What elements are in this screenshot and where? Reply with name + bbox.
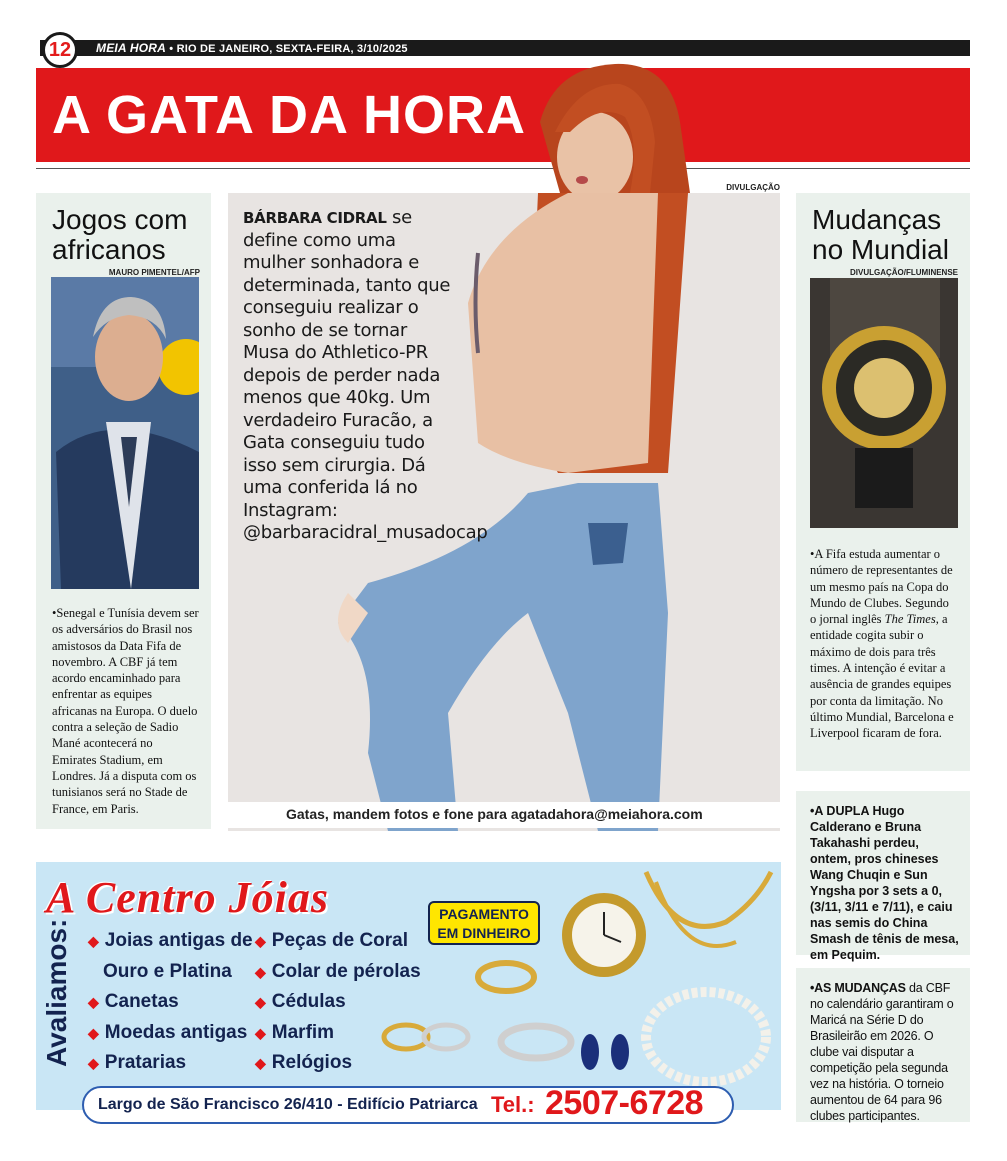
- trophy-photo: [810, 278, 958, 528]
- dateline: [96, 41, 408, 55]
- note-1: [810, 803, 960, 963]
- newspaper-name: The Times: [884, 612, 936, 627]
- list-item: ◆ Relógios: [255, 1052, 353, 1073]
- list-item: ◆ Canetas: [88, 991, 179, 1012]
- section-title: A GATA DA HORA: [52, 85, 526, 145]
- title-line: no Mundial: [812, 234, 949, 265]
- ad-phone: 2507-6728: [545, 1084, 704, 1122]
- photo-credit: MAURO PIMENTEL/AFP: [108, 268, 200, 277]
- ad-list-right: [255, 926, 421, 1079]
- note-text: da CBF no calendário garantiram o Maricá na Série D do Brasileirão em 2026. O clube vai disputar a competição pela segunda vez na história. O torneio aumentou de 64 para 96 clubes participantes.: [810, 981, 954, 1123]
- right-story-body: [810, 546, 958, 742]
- list-item: ◆ Colar de pérolas: [255, 960, 421, 982]
- body-text: •A Fifa estuda aumentar o número de representantes de um mesmo país na Copa do Mundo de Clubes. Segundo o jornal inglês: [810, 547, 953, 627]
- date-text: • RIO DE JANEIRO, SEXTA-FEIRA, 3/10/2025: [169, 43, 408, 55]
- page-number: 12: [42, 32, 78, 68]
- right-story-title: [812, 205, 949, 265]
- left-story-body: •Senegal e Tunísia devem ser os adversários do Brasil nos amistosos da Data Fifa de novembro. A CBF já tem acordo encaminhado para enfrentar as equipes africanas na Europa. O duelo contra a seleção de Sadio Mané acontecerá no Emirates Stadium, em Londres. Já a disputa com os tunisianos será no Stade de France, em Paris.: [52, 606, 199, 816]
- list-item: ◆ Peças de Coral: [255, 930, 409, 951]
- list-item: ◆ Moedas antigas: [88, 1021, 248, 1043]
- brand-name: MEIA HORA: [96, 41, 167, 55]
- ad-tel-label: Tel.:: [491, 1092, 535, 1117]
- body-text: , a entidade cogita subir o máximo de dois para três times. A intenção é evitar a ausência de grandes equipes por conta da limitação. No último Mundial, Barcelona e Liverpool ficaram de fora.: [810, 612, 954, 741]
- list-item: ◆ Pratarias: [88, 1052, 187, 1073]
- note-lead: •A DUPLA: [810, 804, 870, 818]
- gata-photo-credit: DIVULGAÇÃO: [726, 183, 780, 192]
- model-photo-top: [500, 62, 780, 193]
- list-item: ◆ Marfim: [255, 1021, 335, 1043]
- title-line: Mudanças: [812, 204, 942, 235]
- list-item: Ouro e Platina: [103, 960, 232, 982]
- ad-list-left: [88, 926, 253, 1079]
- payment-badge: PAGAMENTO EM DINHEIRO: [428, 901, 540, 945]
- coach-photo: [51, 277, 199, 589]
- note-2: [810, 980, 960, 1124]
- list-item: ◆ Cédulas: [255, 991, 346, 1012]
- gata-description: se define como uma mulher sonhadora e determinada, tanto que conseguiu realizar o sonho de se tornar Musa do Athletico-PR depois de perder nada menos que 40kg. Um verdadeiro Furacão, a Gata conseguiu tudo isso sem cirurgia. Dá uma conferida lá no Instagram: @barbaracidral_musadocap: [243, 207, 488, 543]
- note-lead: •AS MUDANÇAS: [810, 981, 906, 995]
- list-item: ◆ Joias antigas de: [88, 930, 253, 951]
- ad-address: Largo de São Francisco 26/410 - Edifício Patriarca: [98, 1096, 478, 1113]
- left-story-title: [52, 205, 187, 265]
- title-line: Jogos com: [52, 204, 188, 235]
- ad-vertical-label: Avaliamos:: [41, 918, 72, 1067]
- gata-caption: Gatas, mandem fotos e fone para agatadahora@meiahora.com: [228, 802, 780, 828]
- photo-credit: DIVULGAÇÃO/FLUMINENSE: [850, 268, 958, 277]
- gata-text: [243, 207, 488, 545]
- model-name: BÁRBARA CIDRAL: [243, 209, 387, 227]
- title-line: africanos: [52, 234, 166, 265]
- ad-title: A Centro Jóias: [46, 873, 329, 922]
- note-text: Hugo Calderano e Bruna Takahashi perdeu, ontem, pros chineses Wang Chuqin e Sun Yngsha por 3 sets a 0, (3/11, 3/11 e 7/11), e caiu nas semis do China Smash de tênis de mesa, em Pequim.: [810, 804, 959, 962]
